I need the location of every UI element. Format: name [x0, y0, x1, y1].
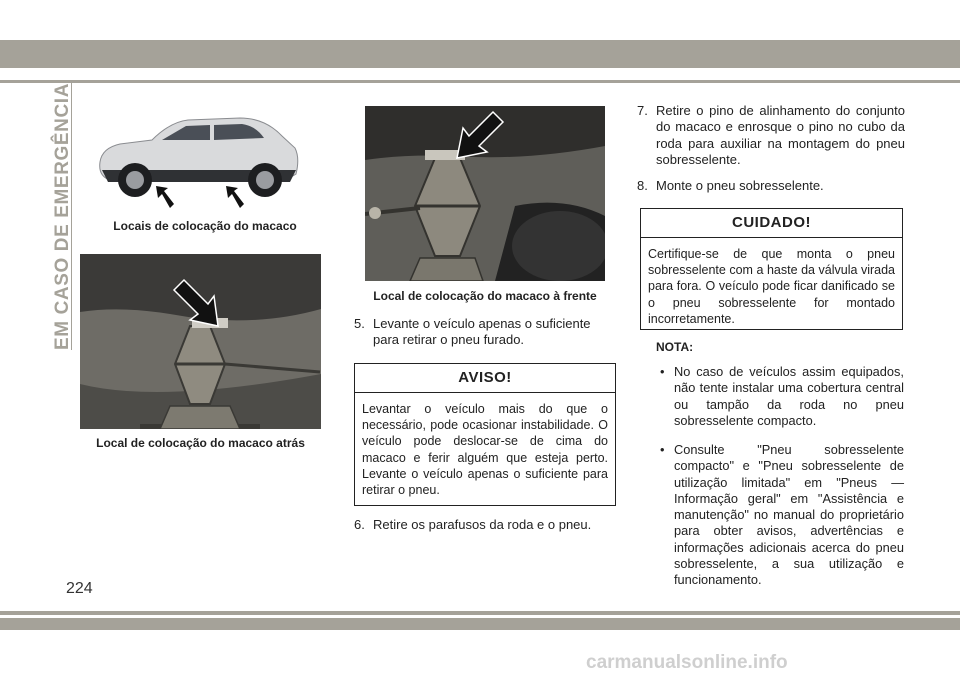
step-number: 6.	[354, 517, 365, 532]
note-bullet	[660, 442, 904, 589]
step-8	[637, 178, 905, 194]
step-text: Monte o pneu sobresselente.	[656, 178, 824, 193]
header-bar	[0, 40, 960, 68]
step-text: Retire os parafusos da roda e o pneu.	[373, 517, 592, 532]
step-text: Levante o veículo apenas o suficiente para retirar o pneu furado.	[373, 316, 591, 348]
figure-caption-rear-jack: Local de colocação do macaco atrás	[96, 436, 305, 450]
step-7	[637, 103, 905, 168]
caution-box	[640, 208, 903, 330]
step-5	[354, 316, 616, 349]
step-number: 7.	[637, 103, 648, 118]
warning-box	[354, 363, 616, 506]
bullet-dot: •	[660, 364, 665, 379]
header-band	[0, 0, 960, 38]
note-bullet	[660, 364, 904, 429]
step-text: Retire o pino de alinhamento do conjunto do macaco e enrosque o pino no cubo da roda para auxiliar na montagem do pneu sobresselente.	[656, 103, 905, 167]
header-rule	[0, 80, 960, 83]
step-number: 5.	[354, 316, 365, 331]
warning-text: Levantar o veículo mais do que o necessário, pode ocasionar instabilidade. O veículo pode deslocar-se de cima do macaco e ferir alguém que esteja perto. Levante o veículo apenas o suficiente para retirar o pneu.	[362, 402, 608, 498]
step-number: 8.	[637, 178, 648, 193]
footer-rule	[0, 611, 960, 615]
note-label: NOTA:	[656, 340, 694, 354]
figure-caption-front-jack: Local de colocação do macaco à frente	[373, 289, 597, 303]
figure-car-jack-points	[90, 100, 305, 210]
section-title: EM CASO DE EMERGÊNCIA	[52, 82, 73, 350]
footer-bar	[0, 618, 960, 630]
watermark: carmanualsonline.info	[586, 652, 788, 673]
caution-text: Certifique-se de que monta o pneu sobresselente com a haste da válvula virada para fora. O veículo pode ficar danificado se o pneu sobresselente for montado incorretamente.	[648, 247, 895, 326]
step-6	[354, 517, 616, 533]
figure-front-jack	[365, 106, 605, 281]
warning-title: AVISO!	[355, 364, 615, 393]
figure-caption-jack-points: Locais de colocação do macaco	[113, 219, 297, 233]
figure-rear-jack	[80, 254, 321, 429]
caution-title: CUIDADO!	[641, 209, 902, 238]
page-number: 224	[66, 580, 93, 597]
bullet-dot: •	[660, 442, 665, 457]
note-bullet-text: Consulte "Pneu sobresselente compacto" e "Pneu sobresselente de utilização limitada" em "Pneus — Informação geral" em "Assistência e manutenção" no manual do proprietário para obter avisos, advertências e informações adicionais acerca do pneu sobresselente, a sua utilização e funcionamento.	[674, 442, 904, 588]
note-bullet-text: No caso de veículos assim equipados, não tente instalar uma cobertura central ou tampão da roda no pneu sobresselente compacto.	[674, 364, 904, 428]
